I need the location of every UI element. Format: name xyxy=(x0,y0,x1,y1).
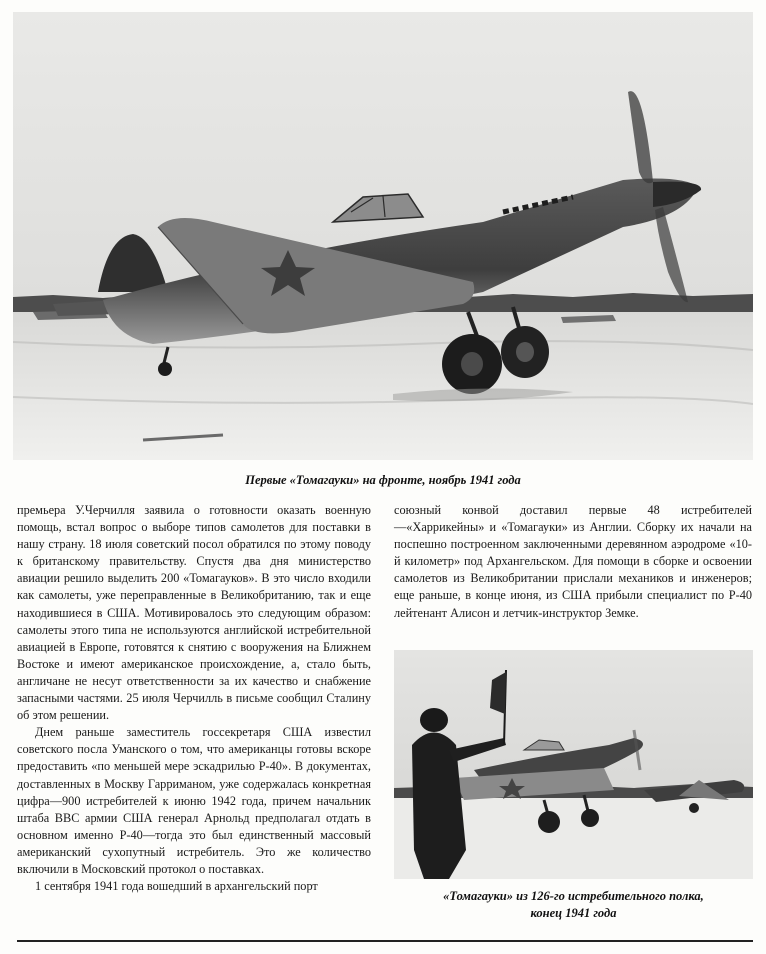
bottom-photo-caption xyxy=(394,888,753,922)
top-photo-caption: Первые «Томагауки» на фронте, ноябрь 1941 года xyxy=(245,473,521,487)
page-bottom-rule xyxy=(17,940,753,942)
tomahawk-photo-regiment xyxy=(394,650,753,879)
bottom-caption-line1: «Томагауки» из 126-го истребительного полка, xyxy=(443,889,704,903)
aircraft-photo-image xyxy=(13,12,753,460)
bottom-caption-line2: конец 1941 года xyxy=(530,906,617,920)
paragraph: Днем раньше заместитель госсекретаря США известил советского посла Уманского о том, что американцы готовы вскоре предоставить «по меньшей мере эскадрилью Р-40». В документах, доставленных в Москву Гарриманом, уже содержалась конкретная цифра—900 истребителей к июню 1942 года, причем начальник штаба ВВС армии США генерал Арнольд предполагал отдать в основном именно Р-40—тогда это был единственный массовый американский сухопутный истребитель. Это же количество включили в Московский протокол о поставках. xyxy=(17,725,371,876)
paragraph: премьера У.Черчилля заявила о готовности оказать военную помощь, встал вопрос о выборе типов самолетов для поставки в нашу страну. 18 июля советский посол обратился по этому поводу к британскому правительству. Спустя два дня министерство авиации решило выделить 200 «Томагауков». В это число входили как самолеты, уже переправленные в Великобританию, так и еще находившиеся в США. Мотивировалось это следующим образом: самолеты этого типа не используются английской истребительной авиацией в Европе, готовятся к снятию с вооружения на Ближнем Востоке и имеют американское происхождение, а, стало быть, англичане не несут ответственности за их качество и снабжение запасными частями. 25 июля Черчилль в письме сообщил Сталину об этом решении. xyxy=(17,503,371,723)
paragraph: 1 сентября 1941 года вошедший в архангельский порт xyxy=(35,879,318,894)
tomahawk-photo-main xyxy=(13,12,753,460)
article-right-column xyxy=(394,502,752,622)
article-left-column xyxy=(17,502,371,895)
paragraph: союзный конвой доставил первые 48 истребителей—«Харрикейны» и «Томагауки» из Англии. Сборку их начали на поспешно построенном заключенными деревянном аэродроме «10-й километр» под Архангельском. Для помощи в сборке и освоении самолетов из Великобритании прислали механиков и инженеров; еще раньше, в конце июня, из США прибыли специалист по Р-40 лейтенант Алисон и летчик-инструктор Земке. xyxy=(394,503,752,620)
regiment-photo-image xyxy=(394,650,753,879)
